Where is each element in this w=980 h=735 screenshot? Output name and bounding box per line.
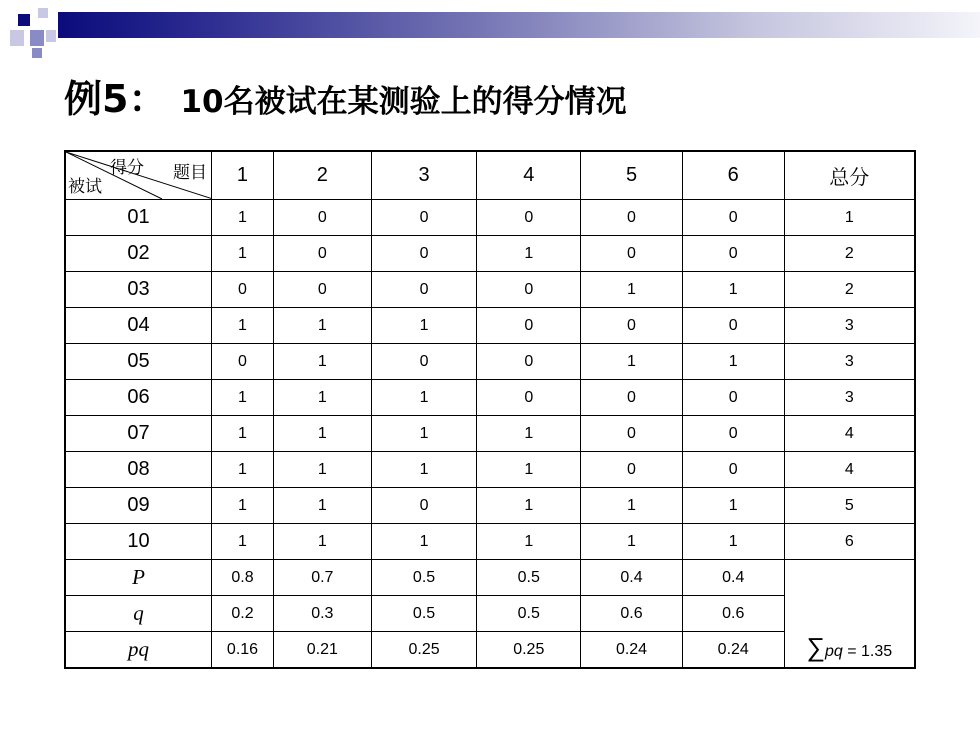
sigma-symbol: ∑ xyxy=(806,632,825,662)
sum-value: = 1.35 xyxy=(842,643,893,660)
total-cell: 2 xyxy=(784,272,915,308)
total-cell: 1 xyxy=(784,200,915,236)
stat-label-cell: P xyxy=(65,560,212,596)
score-cell: 0 xyxy=(581,452,683,488)
score-cell: 0 xyxy=(682,380,784,416)
item-header: 6 xyxy=(682,151,784,200)
stat-value-cell: 0.7 xyxy=(273,560,371,596)
score-cell: 0 xyxy=(273,236,371,272)
table-row xyxy=(65,524,915,560)
deco-square-light xyxy=(10,30,24,46)
score-cell: 0 xyxy=(581,308,683,344)
score-cell: 0 xyxy=(477,200,581,236)
sum-variable: pq xyxy=(824,643,843,660)
stat-label-cell: q xyxy=(65,596,212,632)
subject-id-cell: 05 xyxy=(65,344,212,380)
score-cell: 0 xyxy=(477,380,581,416)
score-cell: 1 xyxy=(581,524,683,560)
stat-value-cell: 0.25 xyxy=(371,632,477,669)
stat-value-cell: 0.2 xyxy=(212,596,274,632)
score-cell: 1 xyxy=(212,416,274,452)
stat-value-cell: 0.3 xyxy=(273,596,371,632)
stat-value-cell: 0.6 xyxy=(682,596,784,632)
score-cell: 0 xyxy=(682,308,784,344)
deco-square-mid xyxy=(32,48,42,58)
total-cell: 3 xyxy=(784,344,915,380)
score-cell: 0 xyxy=(581,236,683,272)
item-header: 3 xyxy=(371,151,477,200)
deco-square-light xyxy=(46,30,56,42)
score-cell: 1 xyxy=(212,200,274,236)
sum-formula xyxy=(806,632,892,667)
total-cell: 6 xyxy=(784,524,915,560)
table-row xyxy=(65,416,915,452)
score-cell: 1 xyxy=(682,524,784,560)
score-cell: 1 xyxy=(477,488,581,524)
score-cell: 1 xyxy=(212,308,274,344)
stat-value-cell: 0.25 xyxy=(477,632,581,669)
stat-value-cell: 0.6 xyxy=(581,596,683,632)
subject-id-cell: 03 xyxy=(65,272,212,308)
score-cell: 1 xyxy=(371,308,477,344)
score-cell: 0 xyxy=(371,236,477,272)
total-header: 总分 xyxy=(784,151,915,200)
total-cell: 3 xyxy=(784,380,915,416)
header-row xyxy=(65,151,915,200)
total-cell: 4 xyxy=(784,452,915,488)
score-cell: 1 xyxy=(682,488,784,524)
score-cell: 0 xyxy=(371,488,477,524)
score-cell: 1 xyxy=(212,524,274,560)
subject-id-cell: 02 xyxy=(65,236,212,272)
table-row xyxy=(65,488,915,524)
stat-value-cell: 0.4 xyxy=(581,560,683,596)
score-cell: 1 xyxy=(212,236,274,272)
score-cell: 1 xyxy=(371,416,477,452)
score-cell: 1 xyxy=(477,236,581,272)
subject-id-cell: 01 xyxy=(65,200,212,236)
score-cell: 1 xyxy=(273,452,371,488)
stat-value-cell: 0.24 xyxy=(682,632,784,669)
deco-square-light xyxy=(38,8,48,18)
score-cell: 1 xyxy=(273,344,371,380)
item-header: 4 xyxy=(477,151,581,200)
score-cell: 0 xyxy=(477,272,581,308)
stat-label-cell: pq xyxy=(65,632,212,669)
stat-value-cell: 0.24 xyxy=(581,632,683,669)
table-row xyxy=(65,200,915,236)
score-cell: 1 xyxy=(371,524,477,560)
subject-id-cell: 09 xyxy=(65,488,212,524)
item-header: 5 xyxy=(581,151,683,200)
score-cell: 0 xyxy=(682,452,784,488)
score-cell: 0 xyxy=(371,344,477,380)
stat-value-cell: 0.5 xyxy=(371,596,477,632)
score-cell: 1 xyxy=(371,452,477,488)
score-cell: 0 xyxy=(682,200,784,236)
score-cell: 1 xyxy=(212,452,274,488)
subject-id-cell: 07 xyxy=(65,416,212,452)
score-cell: 1 xyxy=(682,344,784,380)
score-cell: 0 xyxy=(371,272,477,308)
item-header: 2 xyxy=(273,151,371,200)
score-cell: 1 xyxy=(273,416,371,452)
corner-header-cell xyxy=(65,151,212,200)
table-row xyxy=(65,236,915,272)
score-cell: 1 xyxy=(477,416,581,452)
subject-id-cell: 10 xyxy=(65,524,212,560)
table-row xyxy=(65,380,915,416)
score-cell: 1 xyxy=(273,380,371,416)
score-cell: 1 xyxy=(371,380,477,416)
score-cell: 0 xyxy=(477,344,581,380)
stat-row xyxy=(65,560,915,596)
stat-value-cell: 0.4 xyxy=(682,560,784,596)
score-cell: 0 xyxy=(212,272,274,308)
score-cell: 0 xyxy=(273,272,371,308)
score-cell: 1 xyxy=(581,488,683,524)
table-row xyxy=(65,272,915,308)
subject-id-cell: 04 xyxy=(65,308,212,344)
score-table xyxy=(64,150,916,669)
score-cell: 1 xyxy=(581,344,683,380)
page-title xyxy=(64,68,627,123)
corner-label-score: 得分 xyxy=(110,158,144,178)
title-lead: 例5： xyxy=(64,77,167,121)
stat-value-cell: 0.5 xyxy=(371,560,477,596)
stat-value-cell: 0.5 xyxy=(477,560,581,596)
total-cell: 4 xyxy=(784,416,915,452)
score-cell: 1 xyxy=(273,488,371,524)
deco-square-dark xyxy=(18,14,30,26)
score-cell: 0 xyxy=(371,200,477,236)
score-cell: 0 xyxy=(581,200,683,236)
score-cell: 0 xyxy=(477,308,581,344)
score-cell: 0 xyxy=(581,416,683,452)
subject-id-cell: 06 xyxy=(65,380,212,416)
score-cell: 0 xyxy=(212,344,274,380)
total-cell: 5 xyxy=(784,488,915,524)
deco-square-mid xyxy=(30,30,44,46)
stat-value-cell: 0.21 xyxy=(273,632,371,669)
table-row xyxy=(65,344,915,380)
total-cell: 3 xyxy=(784,308,915,344)
title-text: 10名被试在某测验上的得分情况 xyxy=(180,84,627,120)
score-cell: 1 xyxy=(273,308,371,344)
score-cell: 1 xyxy=(212,380,274,416)
table-row xyxy=(65,452,915,488)
corner-label-subject: 被试 xyxy=(68,177,102,197)
score-cell: 0 xyxy=(581,380,683,416)
stat-value-cell: 0.5 xyxy=(477,596,581,632)
score-cell: 1 xyxy=(477,452,581,488)
score-cell: 1 xyxy=(273,524,371,560)
sum-pq-cell xyxy=(784,560,915,669)
score-cell: 0 xyxy=(682,416,784,452)
stat-value-cell: 0.8 xyxy=(212,560,274,596)
corner-label-item: 题目 xyxy=(173,163,208,183)
score-cell: 1 xyxy=(682,272,784,308)
header-gradient-bar xyxy=(58,12,980,38)
total-cell: 2 xyxy=(784,236,915,272)
score-cell: 0 xyxy=(682,236,784,272)
score-cell: 1 xyxy=(477,524,581,560)
stat-value-cell: 0.16 xyxy=(212,632,274,669)
subject-id-cell: 08 xyxy=(65,452,212,488)
item-header: 1 xyxy=(212,151,274,200)
score-cell: 1 xyxy=(212,488,274,524)
score-cell: 1 xyxy=(581,272,683,308)
score-cell: 0 xyxy=(273,200,371,236)
table-row xyxy=(65,308,915,344)
